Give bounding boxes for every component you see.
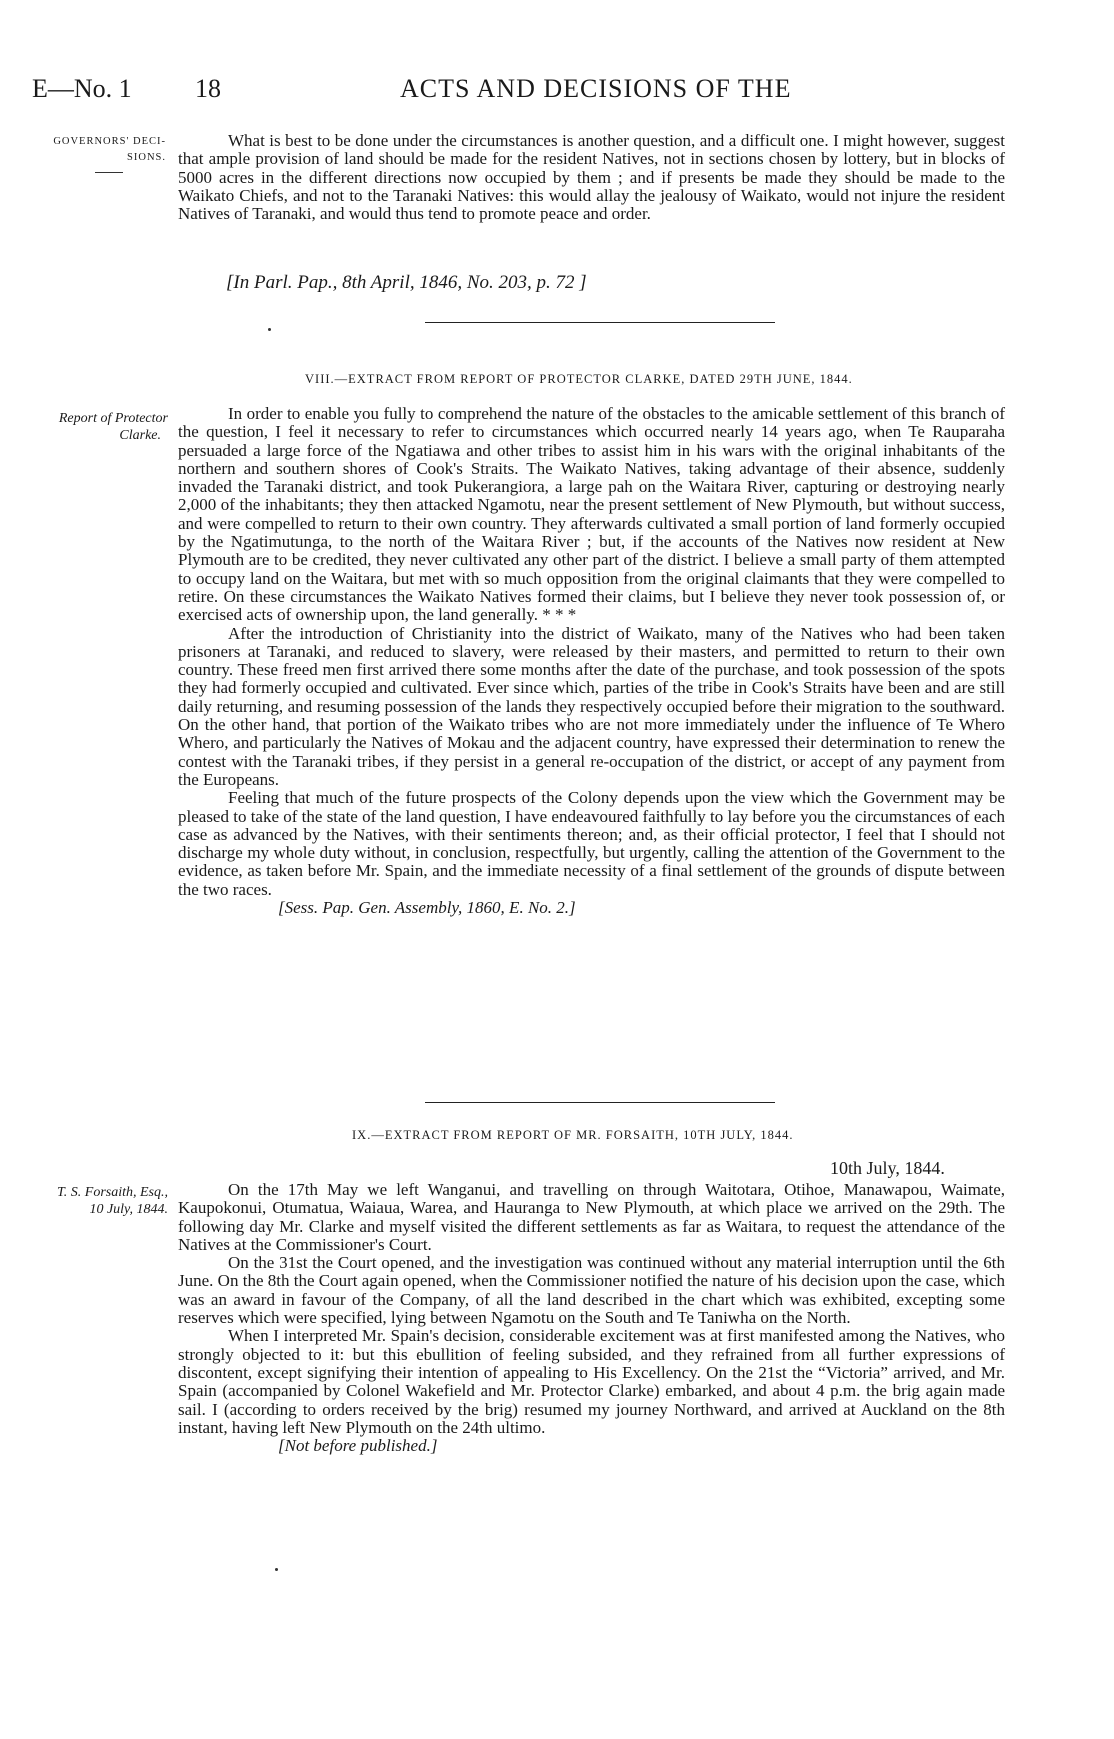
paragraph: When I interpreted Mr. Spain's decision, considerable excitement was at first manifested among the Natives, who strongly objected to it: but this ebullition of feeling subsided, and they refrained from all further expressions of discontent, except signifying their intention of appealing to His Excellency. On the 21st the “Victoria” arrived, and Mr. Spain (accompanied by Colonel Wakefield and Mr. Protector Clarke) embarked, and about 4 p.m. the brig again made sail. I (according to orders received by the brig) resumed my journey Northward, and arrived at Auckland on the 8th instant, having left New Plymouth on the 24th ultimo.	[178, 1326, 1005, 1437]
section-heading: VIII.—EXTRACT FROM REPORT OF PROTECTOR CLARKE, DATED 29TH JUNE, 1844.	[305, 372, 853, 386]
citation: [In Parl. Pap., 8th April, 1846, No. 203, p. 72 ]	[226, 272, 587, 293]
paragraph: On the 31st the Court opened, and the investigation was continued without any material interruption until the 6th June. On the 8th the Court again opened, when the Commissioner notified the nature of his decision upon the case, which was an award in favour of the Company, of all the land described in the chart which was exhibited, excepting some reserves which were specified, lying between Ngamotu on the South and Te Taniwha on the North.	[178, 1253, 1005, 1328]
section-divider	[425, 1102, 775, 1103]
section-heading: IX.—EXTRACT FROM REPORT OF MR. FORSAITH, 10TH JULY, 1844.	[352, 1128, 794, 1142]
section-divider	[425, 322, 775, 323]
paragraph: After the introduction of Christianity into the district of Waikato, many of the Natives who had been taken prisoners at Taranaki, and reduced to slavery, were released by their masters, and permitted to return to their own country. These freed men first arrived there some months after the date of the purchase, and took possession of the spots they had formerly occupied and cultivated. Ever since which, parties of the tribe in Cook's Straits have been and are still daily returning, and resuming possession of the lands they respectively occupied before their migration to the southward. On the other hand, that portion of the Waikato tribes who are not more immediately under the influence of Te Whero Whero, and particularly the Natives of Mokau and the adjacent country, have expressed their determination to renew the contest with the Taranaki tribes, if they persist in a general re-occupation of the district, or accept of any payment from the Europeans.	[178, 623, 1005, 789]
document-reference: E—No. 1	[32, 74, 132, 103]
section-ix-text	[178, 1181, 1005, 1455]
margin-note-governors-decisions: GOVERNORS' DECI-SIONS.	[53, 136, 166, 163]
paragraph: Feeling that much of the future prospects of the Colony depends upon the view which the Government may be pleased to take of the state of the land question, I have endeavoured faithfully to lay before you the circumstances of each case as advanced by the Natives, with their sentiments thereon; and, as their official protector, I feel that I should not discharge my whole duty without, in conclusion, respectfully, but urgently, calling the attention of the Government to the evidence, as taken before Mr. Spain, and the immediate necessity of a final settlement of the grounds of dispute between the two races.	[178, 788, 1006, 899]
page-title: ACTS AND DECISIONS OF THE	[400, 74, 792, 103]
paragraph: What is best to be done under the circumstances is another question, and a difficult one. I might however, suggest that ample provision of land should be made for the resident Natives, not in sections chosen by lottery, but in blocks of 5000 acres in the different directions now occupied by them ; and if presents be made they should be made to the Waikato Chiefs, and not to the Taranaki Natives: this would allay the jealousy of Waikato, would not injure the resident Natives of Taranaki, and would thus tend to promote peace and order.	[178, 131, 1005, 224]
page-number: 18	[195, 74, 221, 103]
speck	[275, 1568, 278, 1571]
margin-note-report-line2: Clarke.	[119, 428, 161, 443]
margin-note-forsaith-line1: T. S. Forsaith, Esq.,	[57, 1185, 168, 1200]
speck	[268, 328, 271, 331]
citation: [Not before published.]	[278, 1436, 438, 1456]
margin-note-rule	[95, 172, 123, 173]
section-vii-text	[178, 132, 1005, 223]
citation: [Sess. Pap. Gen. Assembly, 1860, E. No. 2.]	[278, 898, 576, 918]
margin-note-forsaith-line2: 10 July, 1844.	[89, 1202, 168, 1217]
margin-note-report-line1: Report of Protector	[58, 411, 168, 426]
paragraph: On the 17th May we left Wanganui, and travelling on through Waitotara, Otihoe, Manawapou, Waimate, Kaupokonui, Otumatua, Waiaua, Warea, and Hauranga to New Plymouth, at which place we arrived on the 29th. The following day Mr. Clarke and myself visited the different settlements as far as Waitara, to request the attendance of the Natives at the Commissioner's Court.	[178, 1180, 1005, 1254]
section-viii-text	[178, 405, 1005, 917]
dateline: 10th July, 1844.	[830, 1158, 945, 1178]
paragraph: In order to enable you fully to comprehend the nature of the obstacles to the amicable settlement of this branch of the question, I feel it necessary to refer to circumstances which occurred nearly 14 years ago, when Te Rauparaha persuaded a large force of the Ngatiawa and other tribes to assist him in his wars with the original inhabitants of the northern and southern shores of Cook's Straits. The Waikato Natives, taking advantage of their absence, suddenly invaded the Taranaki district, and took Pukerangiora, a large pah on the Waitara River, capturing or destroying nearly 2,000 of the inhabitants; they then attacked Ngamotu, near the present settlement of New Plymouth, but without success, and were compelled to return to their own country. They afterwards cultivated a small portion of land formerly occupied by the Ngatimutunga, to the north of the Waitara River ; but, if the accounts of the Natives now resident at New Plymouth are to be credited, they never cultivated any other part of the district. I believe a small party of them attempted to occupy land on the Waitara, but met with so much opposition from the original claimants that they were compelled to retire. On these circumstances the Waikato Natives formed their claims, but I believe they never took possession of, or exercised acts of ownership upon, the land generally. * * *	[178, 404, 1005, 625]
